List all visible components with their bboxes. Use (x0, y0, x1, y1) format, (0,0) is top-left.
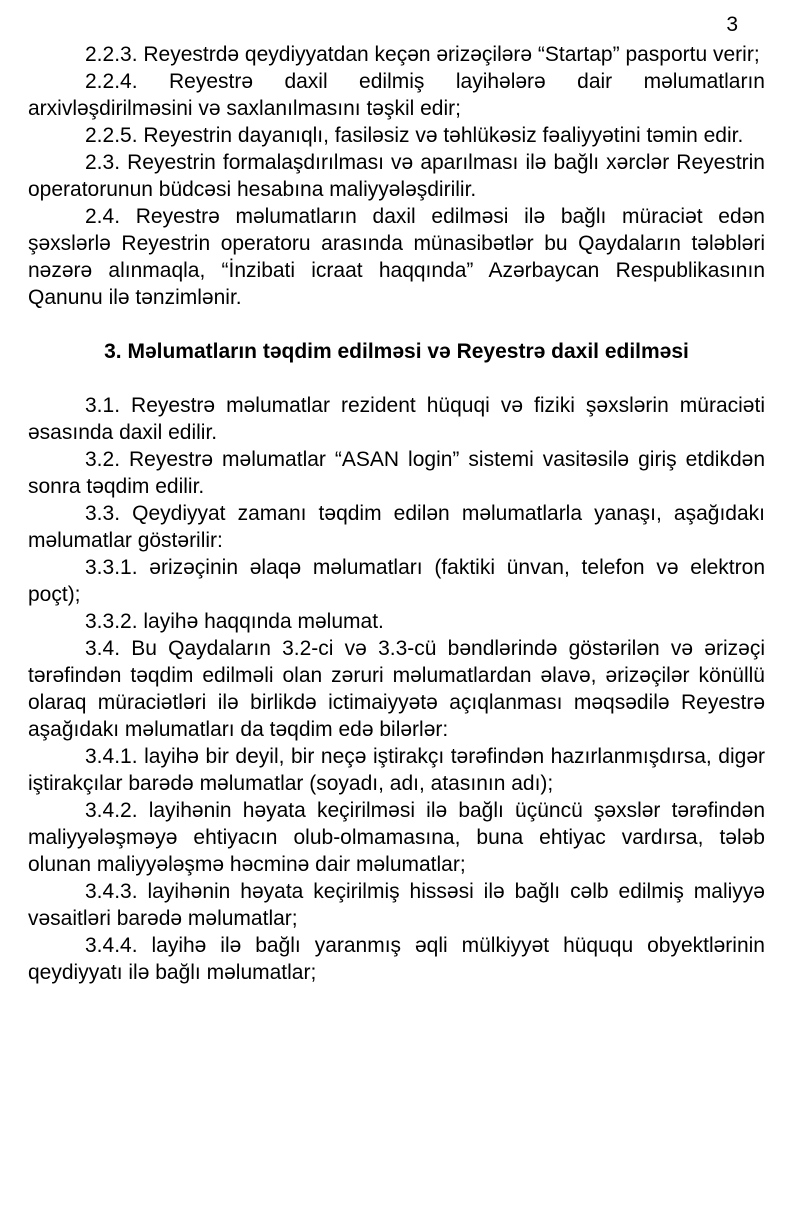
paragraph: 3.3.2. layihə haqqında məlumat. (85, 610, 384, 633)
paragraph: 3.1. Reyestrə məlumatlar rezident hüquqi və fiziki şəxslərin müraciəti əsasında daxil edilir. (28, 394, 765, 444)
paragraph: 2.2.3. Reyestrdə qeydiyyatdan keçən ərizəçilərə “Startap” pasportu verir; (85, 43, 760, 66)
page-number: 3 (726, 13, 738, 36)
paragraph: 3.4.3. layihənin həyata keçirilmiş hissəsi ilə bağlı cəlb edilmiş maliyyə vəsaitləri barədə məlumatlar; (28, 880, 765, 930)
paragraph: 3.2. Reyestrə məlumatlar “ASAN login” sistemi vasitəsilə giriş etdikdən sonra təqdim edilir. (28, 448, 765, 498)
paragraph: 2.2.5. Reyestrin dayanıqlı, fasiləsiz və təhlükəsiz fəaliyyətini təmin edir. (85, 124, 744, 147)
paragraph: 3.3.1. ərizəçinin əlaqə məlumatları (faktiki ünvan, telefon və elektron poçt); (28, 556, 765, 606)
paragraph: 3.4.1. layihə bir deyil, bir neçə iştirakçı tərəfindən hazırlanmışdırsa, digər iştirakçılar barədə məlumatlar (soyadı, adı, atasının adı); (28, 745, 765, 795)
paragraph: 3.4.4. layihə ilə bağlı yaranmış əqli mülkiyyət hüququ obyektlərinin qeydiyyatı ilə bağlı məlumatlar; (28, 934, 765, 984)
paragraph: 2.2.4. Reyestrə daxil edilmiş layihələrə dair məlumatların arxivləşdirilməsini və saxlanılmasını təşkil edir; (28, 70, 765, 120)
paragraph: 3.4.2. layihənin həyata keçirilməsi ilə bağlı üçüncü şəxslər tərəfindən maliyyələşməyə ehtiyacın olub-olmamasına, buna ehtiyac vardırsa, tələb olunan maliyyələşmə həcminə dair məlumatlar; (28, 799, 765, 876)
paragraph: 3.3. Qeydiyyat zamanı təqdim edilən məlumatlarla yanaşı, aşağıdakı məlumatlar göstərilir: (28, 502, 765, 552)
paragraph: 3.4. Bu Qaydaların 3.2-ci və 3.3-cü bəndlərində göstərilən və ərizəçi tərəfindən təqdim edilməli olan zəruri məlumatlardan əlavə, ərizəçilər könüllü olaraq müraciətləri ilə birlikdə ictimaiyyətə açıqlanması məqsədilə Reyestrə aşağıdakı məlumatları da təqdim edə bilərlər: (28, 637, 765, 741)
section-heading: 3. Məlumatların təqdim edilməsi və Reyestrə daxil edilməsi (104, 340, 689, 363)
paragraph: 2.4. Reyestrə məlumatların daxil edilməsi ilə bağlı müraciət edən şəxslərlə Reyestrin operatoru arasında münasibətlər bu Qaydaların tələbləri nəzərə alınmaqla, “İnzibati icraat haqqında” Azərbaycan Respublikasının Qanunu ilə tənzimlənir. (28, 205, 765, 309)
paragraph: 2.3. Reyestrin formalaşdırılması və aparılması ilə bağlı xərclər Reyestrin operatorunun büdcəsi hesabına maliyyələşdirilir. (28, 151, 765, 201)
